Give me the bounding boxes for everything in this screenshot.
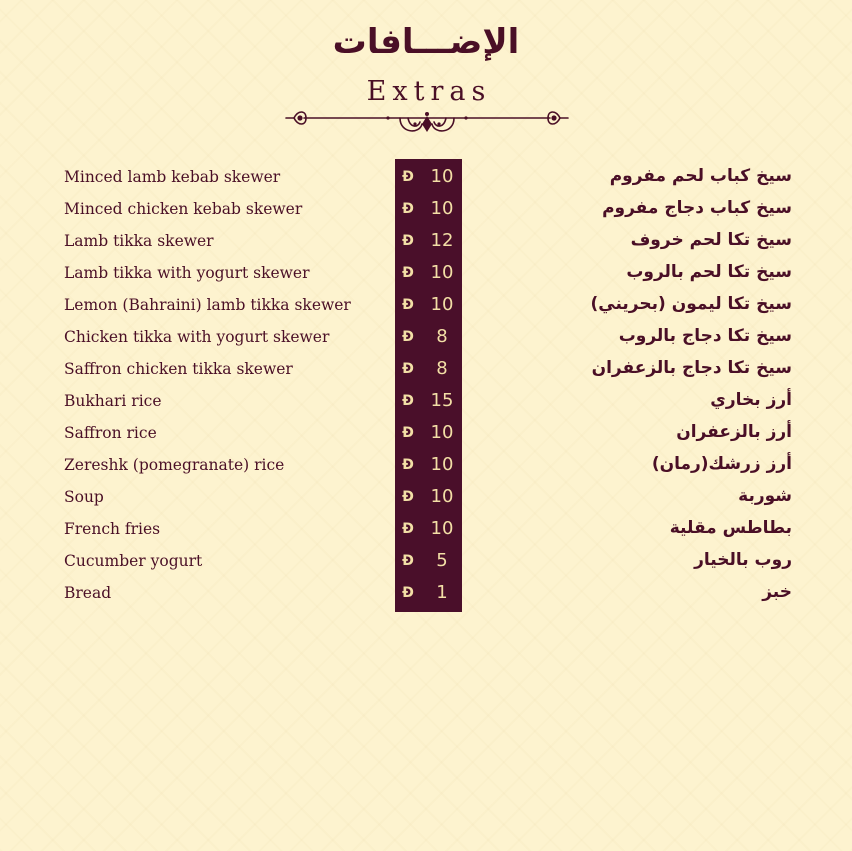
item-price: 15 [430, 390, 454, 411]
item-name-english: Lemon (Bahraini) lamb tikka skewer [64, 296, 351, 314]
item-name-arabic: أرز زرشك(رمان) [651, 454, 792, 474]
currency-symbol: Đ [402, 489, 414, 505]
list-item [0, 387, 852, 419]
list-item [0, 579, 852, 611]
item-name-english: French fries [64, 520, 161, 538]
list-item [0, 259, 852, 291]
currency-symbol: Đ [402, 265, 414, 281]
list-item [0, 227, 852, 259]
item-name-english: Chicken tikka with yogurt skewer [64, 328, 330, 346]
item-name-arabic: بطاطس مقلية [669, 518, 792, 538]
item-name-arabic: سيخ تكا دجاج بالروب [618, 326, 792, 346]
item-name-english: Soup [64, 488, 104, 506]
item-name-arabic: سيخ كباب لحم مفروم [609, 166, 792, 186]
item-name-english: Lamb tikka with yogurt skewer [64, 264, 310, 282]
item-name-english: Saffron rice [64, 424, 157, 442]
menu-list [0, 163, 852, 611]
list-item [0, 483, 852, 515]
page-title-english: Extras [366, 76, 492, 107]
item-name-arabic: سيخ تكا لحم بالروب [626, 262, 792, 282]
list-item [0, 515, 852, 547]
list-item [0, 291, 852, 323]
item-name-arabic: شوربة [738, 486, 792, 506]
item-name-english: Minced lamb kebab skewer [64, 168, 281, 186]
item-price: 10 [430, 518, 454, 539]
item-price: 8 [436, 358, 448, 379]
currency-symbol: Đ [402, 425, 414, 441]
item-name-english: Bukhari rice [64, 392, 162, 410]
item-name-english: Lamb tikka skewer [64, 232, 214, 250]
item-price: 1 [436, 582, 448, 603]
currency-symbol: Đ [402, 201, 414, 217]
list-item [0, 547, 852, 579]
item-price: 10 [430, 198, 454, 219]
ornament-divider-icon [282, 104, 572, 142]
item-name-arabic: سيخ تكا ليمون (بحريني) [590, 294, 792, 314]
item-name-arabic: سيخ كباب دجاج مفروم [602, 198, 792, 218]
list-item [0, 419, 852, 451]
item-price: 5 [436, 550, 448, 571]
currency-symbol: Đ [402, 521, 414, 537]
page-title-arabic: الإضـــافات [332, 22, 520, 62]
list-item [0, 195, 852, 227]
currency-symbol: Đ [402, 393, 414, 409]
list-item [0, 451, 852, 483]
item-price: 10 [430, 422, 454, 443]
item-price: 10 [430, 454, 454, 475]
currency-symbol: Đ [402, 457, 414, 473]
list-item [0, 323, 852, 355]
item-name-arabic: خبز [762, 582, 792, 602]
item-name-english: Saffron chicken tikka skewer [64, 360, 293, 378]
item-price: 8 [436, 326, 448, 347]
currency-symbol: Đ [402, 361, 414, 377]
item-name-arabic: سيخ تكا لحم خروف [630, 230, 792, 250]
item-name-english: Bread [64, 584, 112, 602]
list-item [0, 163, 852, 195]
item-name-arabic: روب بالخيار [694, 550, 792, 570]
currency-symbol: Đ [402, 169, 414, 185]
item-price: 10 [430, 294, 454, 315]
item-price: 10 [430, 262, 454, 283]
currency-symbol: Đ [402, 297, 414, 313]
item-name-arabic: سيخ تكا دجاج بالزعفران [591, 358, 792, 378]
item-name-arabic: أرز بخاري [710, 390, 792, 410]
item-name-english: Zereshk (pomegranate) rice [64, 456, 285, 474]
currency-symbol: Đ [402, 233, 414, 249]
currency-symbol: Đ [402, 329, 414, 345]
item-price: 10 [430, 486, 454, 507]
item-name-english: Cucumber yogurt [64, 552, 203, 570]
item-name-arabic: أرز بالزعفران [676, 422, 792, 442]
item-price: 10 [430, 166, 454, 187]
item-price: 12 [430, 230, 454, 251]
list-item [0, 355, 852, 387]
currency-symbol: Đ [402, 585, 414, 601]
currency-symbol: Đ [402, 553, 414, 569]
item-name-english: Minced chicken kebab skewer [64, 200, 303, 218]
